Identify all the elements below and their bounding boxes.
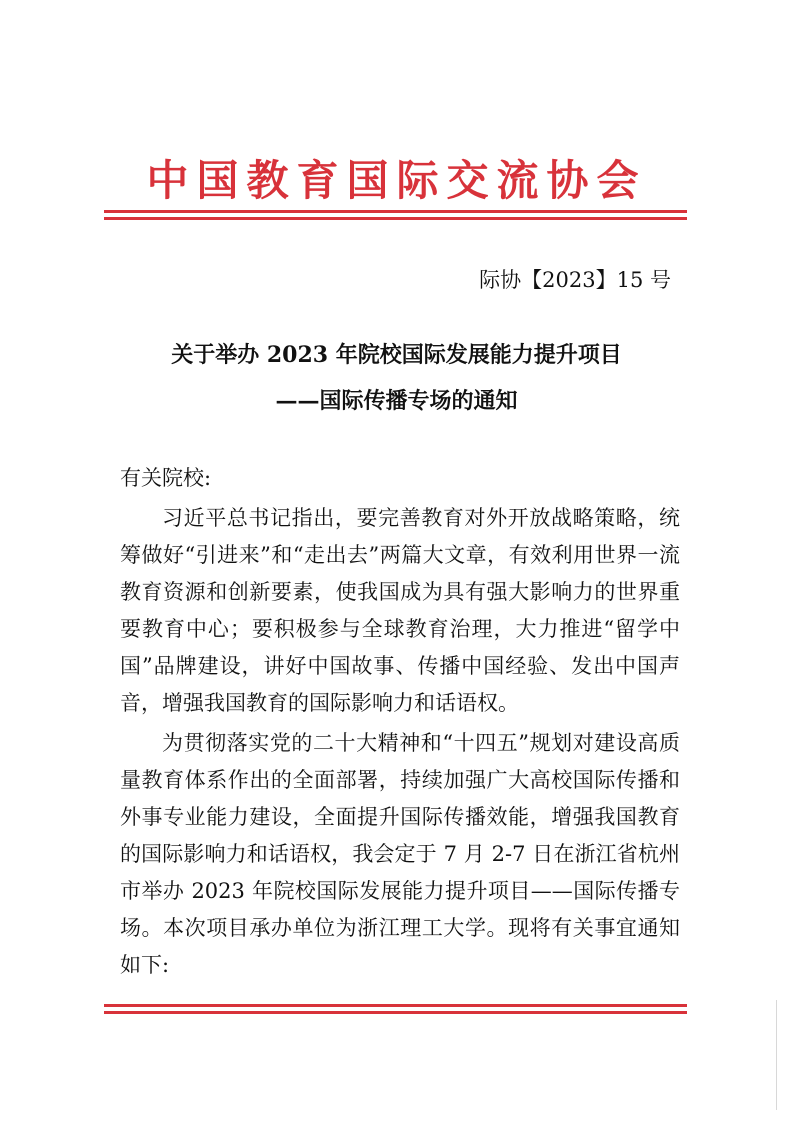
notice-title-line-2: ——国际传播专场的通知 xyxy=(275,388,518,414)
footer-rule-1 xyxy=(104,1004,687,1007)
letterhead-rule-top-1 xyxy=(104,210,687,213)
notice-title-line-1: 关于举办 2023 年院校国际发展能力提升项目 xyxy=(171,342,622,368)
salutation: 有关院校: xyxy=(120,466,212,490)
body-paragraph-2 xyxy=(120,725,680,984)
scan-edge-line xyxy=(776,1000,777,1110)
body-paragraph-1 xyxy=(120,500,680,722)
footer-rule-2 xyxy=(104,1011,687,1014)
letterhead-rule-top-2 xyxy=(104,217,687,220)
document-number: 际协【2023】15 号 xyxy=(479,268,671,292)
letterhead-title: 中国教育国际交流协会 xyxy=(146,156,647,205)
paragraph-text: 习近平总书记指出，要完善教育对外开放战略策略，统筹做好“引进来”和“走出去”两篇大文章，有效利用世界一流教育资源和创新要素，使我国成为具有强大影响力的世界重要教育中心；要积极参与全球教育治理，大力推进“留学中国”品牌建设，讲好中国故事、传播中国经验、发出中国声音，增强我国教育的国际影响力和话语权。 xyxy=(120,506,680,715)
paragraph-text: 为贯彻落实党的二十大精神和“十四五”规划对建设高质量教育体系作出的全面部署，持续加强广大高校国际传播和外事专业能力建设，全面提升国际传播效能，增强我国教育的国际影响力和话语权，我会定于 7 月 2-7 日在浙江省杭州市举办 2023 年院校国际发展能力提升项目——国际传播专场。本次项目承办单位为浙江理工大学。现将有关事宜通知如下: xyxy=(120,731,680,977)
